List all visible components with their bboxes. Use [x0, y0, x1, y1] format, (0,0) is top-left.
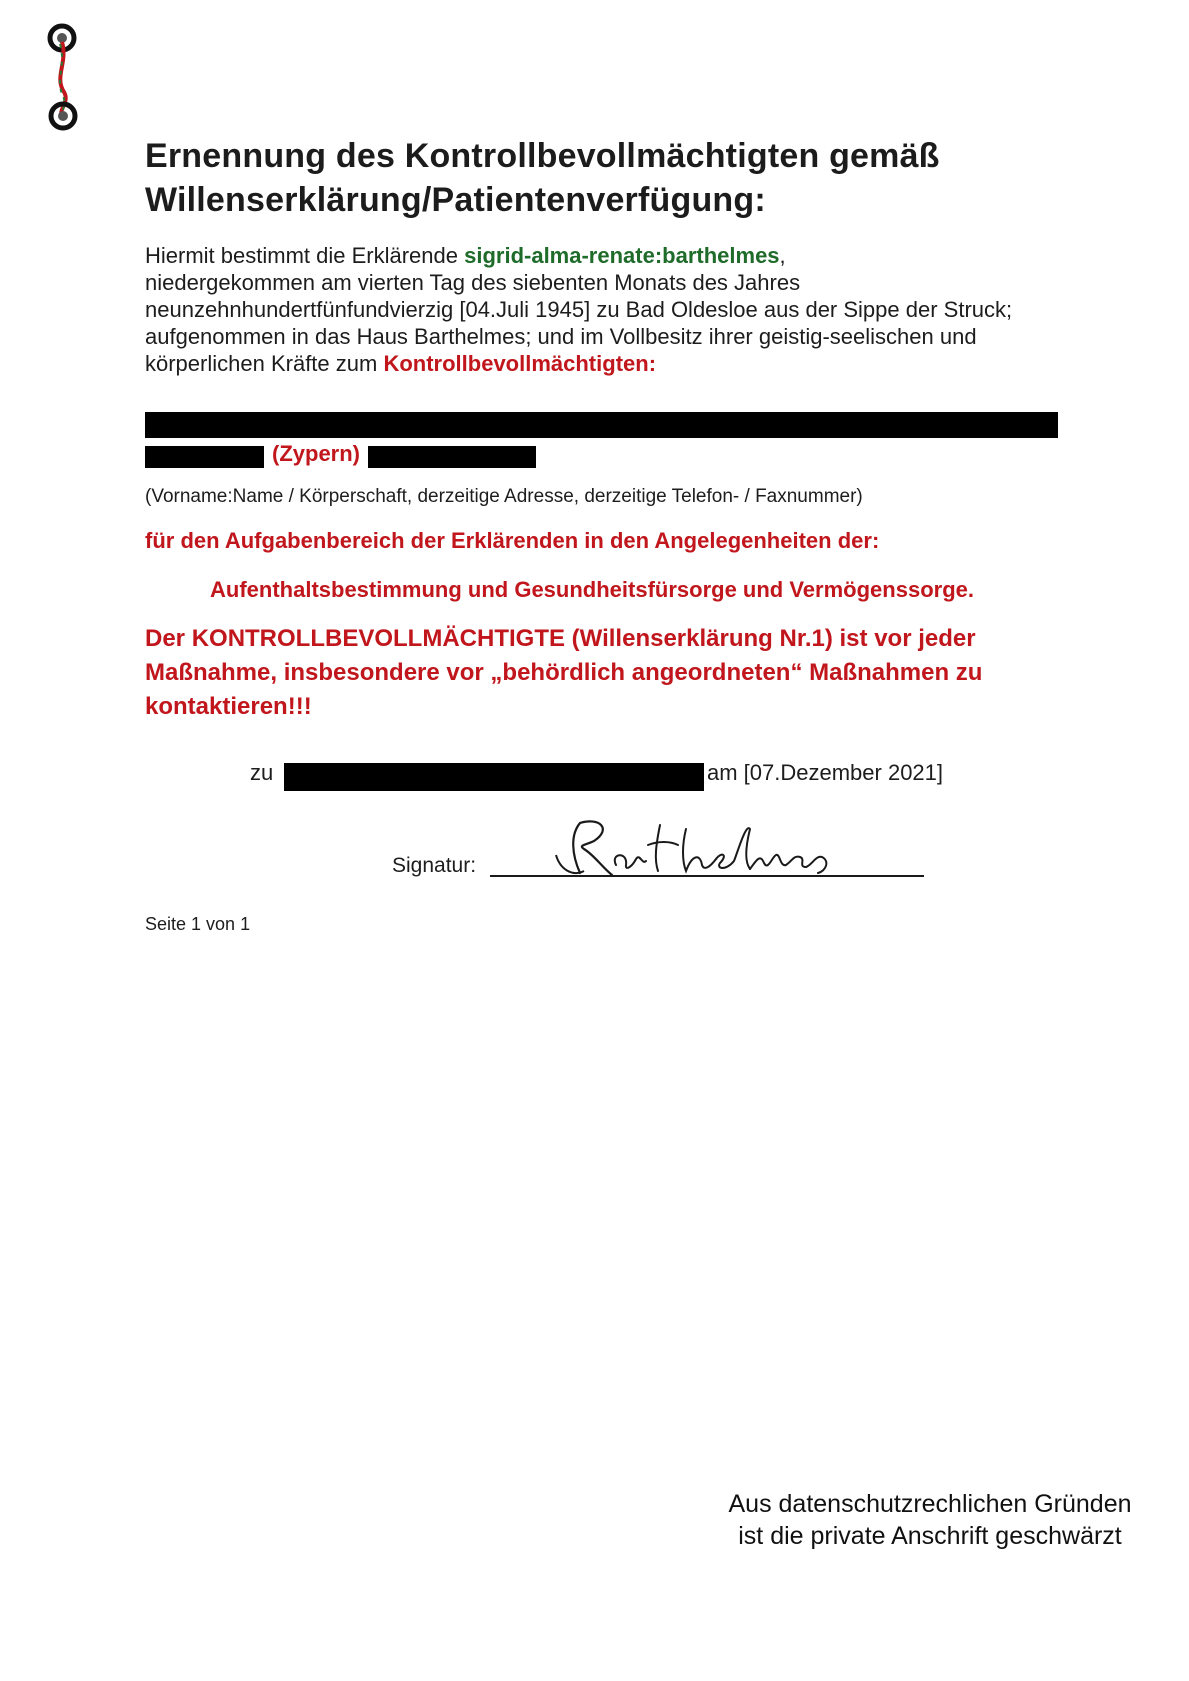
intro-line-1: Hiermit bestimmt die Erklärende sigrid-alma-renate:barthelmes,	[145, 243, 786, 268]
privacy-note-line-2: ist die private Anschrift geschwärzt	[738, 1522, 1122, 1550]
intro-line-2: niedergekommen am vierten Tag des siebenten Monats des Jahres	[145, 270, 801, 295]
signing-date: am [07.Dezember 2021]	[707, 760, 944, 785]
declarant-name: sigrid-alma-renate:barthelmes	[464, 243, 780, 268]
page-number: Seite 1 von 1	[145, 914, 251, 934]
intro-paragraph	[145, 242, 1065, 377]
agent-title: Kontrollbevollmächtigten:	[383, 351, 657, 376]
intro-line-4: aufgenommen in das Haus Barthelmes; und im Vollbesitz ihrer geistig-seelischen und	[145, 324, 977, 349]
scope-statement: für den Aufgabenbereich der Erklärenden in den Angelegenheiten der:	[145, 528, 880, 553]
responsibility-areas: Aufenthaltsbestimmung und Gesundheitsfürsorge und Vermögenssorge.	[210, 577, 974, 602]
contact-notice: Der KONTROLLBEVOLLMÄCHTIGTE (Willenserklärung Nr.1) ist vor jeder Maßnahme, insbesondere vor „behördlich angeordneten“ Maßnahmen zu kontaktieren!!!	[145, 625, 983, 720]
privacy-note-line-1: Aus datenschutzrechlichen Gründen	[728, 1490, 1132, 1518]
title-line-2: Willenserklärung/Patientenverfügung:	[145, 181, 766, 219]
redaction-bar-place	[284, 763, 704, 791]
country-label: (Zypern)	[272, 441, 360, 466]
field-description: (Vorname:Name / Körperschaft, derzeitige Adresse, derzeitige Telefon- / Faxnummer)	[145, 486, 863, 507]
intro-line-5	[145, 350, 1065, 377]
intro-line-3: neunzehnhundertfünfundvierzig [04.Juli 1945] zu Bad Oldesloe aus der Sippe der Struck;	[145, 297, 1013, 322]
privacy-note	[700, 1488, 1160, 1552]
place-prefix: zu	[250, 760, 274, 785]
redaction-bar-address-2	[368, 446, 536, 468]
title-line-1: Ernennung des Kontrollbevollmächtigten gemäß	[145, 137, 940, 175]
redaction-bar-name	[145, 412, 1058, 438]
binding-string-icon	[44, 22, 88, 132]
document-title	[145, 134, 1045, 222]
intro-prefix: Hiermit bestimmt die Erklärende	[145, 243, 458, 268]
handwritten-signature	[550, 815, 870, 885]
redaction-bar-address-1	[145, 446, 264, 468]
intro-line-5-prefix: körperlichen Kräfte zum	[145, 351, 378, 376]
signature-label: Signatur:	[392, 854, 477, 877]
